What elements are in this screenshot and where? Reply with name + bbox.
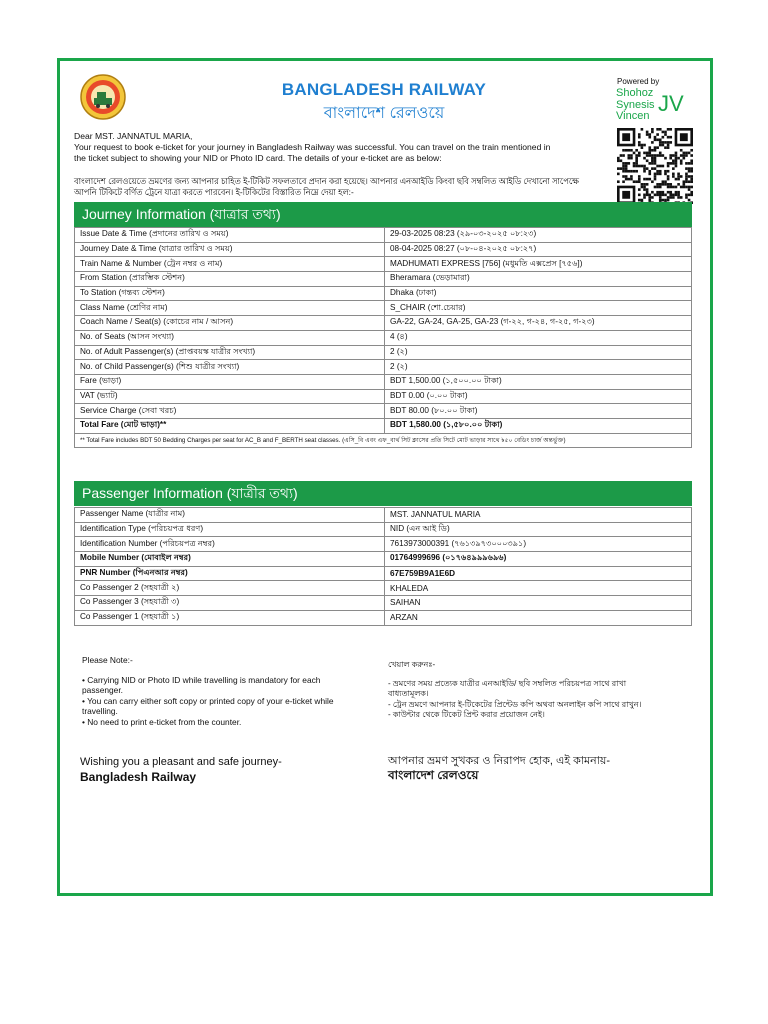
closing-signature-english: Bangladesh Railway — [80, 770, 197, 784]
field-label: Total Fare (মোট ভাড়া)** — [75, 418, 385, 433]
field-label: Passenger Name (যাত্রীর নাম) — [75, 508, 385, 523]
table-row — [75, 418, 692, 433]
vendor-brand — [616, 87, 684, 123]
field-value: S_CHAIR (শো.চেয়ার) — [385, 301, 692, 316]
note-line-bn: - ভ্রমণের সময় প্রত্যেক যাত্রীর এনআইডি/ ছবি সম্বলিত পরিচয়পত্র সাথে রাখা — [388, 678, 627, 688]
field-label: From Station (প্রারম্ভিক স্টেশন) — [75, 272, 385, 287]
field-value: KHALEDA — [385, 581, 692, 596]
brand-line: Shohoz — [616, 87, 654, 99]
notes-english — [82, 655, 382, 728]
field-label: Identification Number (পরিচয়পত্র নম্বর) — [75, 537, 385, 552]
passenger-info-heading: Passenger Information (যাত্রীর তথ্য) — [74, 481, 692, 506]
table-row — [75, 272, 692, 287]
field-value: 08-04-2025 08:27 (০৮-০৪-২০২৫ ০৮:২৭) — [385, 242, 692, 257]
field-label: VAT (ভ্যাট) — [75, 389, 385, 404]
field-value: BDT 1,500.00 (১,৫০০.০০ টাকা) — [385, 374, 692, 389]
field-value: ARZAN — [385, 610, 692, 625]
field-label: Train Name & Number (ট্রেন নম্বর ও নাম) — [75, 257, 385, 272]
field-label: Coach Name / Seat(s) (কোচের নাম / আসন) — [75, 316, 385, 331]
field-value: BDT 80.00 (৮০.০০ টাকা) — [385, 404, 692, 419]
field-value: 2 (২) — [385, 345, 692, 360]
field-label: To Station (গন্তব্য স্টেশন) — [75, 286, 385, 301]
title-english: BANGLADESH RAILWAY — [281, 80, 487, 99]
note-line: • No need to print e-ticket from the counter. — [82, 716, 242, 727]
greeting-line-bn: আপনি টিকিটে বর্ণিত ট্রেনে যাত্রা করতে পারবেন। ই-টিকিটের বিস্তারিত নিম্নে দেয়া হল:- — [74, 187, 354, 197]
brand-line: Synesis — [616, 98, 655, 111]
passenger-info-table — [74, 507, 692, 626]
field-value: 29-03-2025 08:23 (২৯-০৩-২০২৫ ০৮:২৩) — [385, 228, 692, 243]
table-row — [75, 389, 692, 404]
notes-title: Please Note:- — [82, 655, 133, 665]
table-row — [75, 537, 692, 552]
table-row — [75, 286, 692, 301]
field-value: SAIHAN — [385, 596, 692, 611]
greeting-line: Your request to book e-ticket for your journey in Bangladesh Railway was successful. You can travel on the train mentioned in — [74, 142, 551, 152]
table-row — [75, 301, 692, 316]
table-row — [75, 596, 692, 611]
field-label: No. of Adult Passenger(s) (প্রাপ্তবয়স্ক যাত্রীর সংখ্যা) — [75, 345, 385, 360]
note-line: passenger. — [82, 685, 123, 696]
greeting-line: the ticket subject to showing your NID or Photo ID card. The details of your e-ticket are as below: — [74, 153, 442, 163]
powered-by-label: Powered by — [617, 77, 660, 86]
field-label: Co Passenger 3 (সহযাত্রী ৩) — [75, 596, 385, 611]
field-label: No. of Seats (আসন সংখ্যা) — [75, 330, 385, 345]
field-label: PNR Number (পিএনআর নম্বর) — [75, 566, 385, 581]
field-label: Journey Date & Time (যাত্রার তারিখ ও সময়) — [75, 242, 385, 257]
field-label: Mobile Number (মোবাইল নম্বর) — [75, 552, 385, 567]
table-row — [75, 581, 692, 596]
field-value: Bheramara (ভেড়ামারা) — [385, 272, 692, 287]
table-row — [75, 610, 692, 625]
note-line-bn: বাধ্যতামূলক। — [388, 689, 429, 699]
field-value: 4 (৪) — [385, 330, 692, 345]
greeting-line-bn: বাংলাদেশ রেলওয়েতে ভ্রমণের জন্য আপনার চাহিত ই-টিকিট সফলতাবে প্রদান করা হয়েছে। আপনার এনআইডি কিংবা ছবি সম্বলিত আইডি দেখানো সাপেক্ষে — [74, 176, 579, 186]
table-row — [75, 360, 692, 375]
notes-bangla — [388, 660, 698, 721]
table-row — [75, 316, 692, 331]
note-line-bn: - কাউন্টার থেকে টিকেট প্রিন্ট করার প্রয়োজন নেই। — [388, 710, 545, 720]
field-value: 7613973000391 (৭৬১৩৯৭৩০০০৩৯১) — [385, 537, 692, 552]
greeting-english — [74, 131, 614, 164]
closing-wish-english: Wishing you a pleasant and safe journey- — [80, 756, 282, 768]
journey-info-table — [74, 227, 692, 448]
notes-title-bn: খেয়াল করুনঃ- — [388, 660, 436, 669]
note-line-bn: - ট্রেন ভ্রমণে আপনার ই-টিকেটের প্রিন্টেড কপি অথবা অনলাইন কপি সাথে রাখুন। — [388, 699, 642, 709]
field-value: GA-22, GA-24, GA-25, GA-23 (গ-২২, গ-২৪, গ-২৫, গ-২৩) — [385, 316, 692, 331]
table-row — [75, 374, 692, 389]
table-row — [75, 228, 692, 243]
field-value: 01764999696 (০১৭৬৪৯৯৯৬৯৬) — [385, 552, 692, 567]
brand-jv: JV — [658, 91, 684, 116]
closing-signature-bangla: বাংলাদেশ রেলওয়ে — [388, 768, 479, 782]
brand-line: Vincen — [616, 110, 650, 122]
salutation: Dear MST. JANNATUL MARIA, — [74, 131, 193, 141]
field-label: Service Charge (সেবা খরচ) — [75, 404, 385, 419]
table-row — [75, 522, 692, 537]
field-value: MST. JANNATUL MARIA — [385, 508, 692, 523]
field-value: MADHUMATI EXPRESS [756] (মধুমতি এক্সপ্রেস [৭৫৬]) — [385, 257, 692, 272]
field-label: Class Name (শ্রেণির নাম) — [75, 301, 385, 316]
field-label: Fare (ভাড়া) — [75, 374, 385, 389]
field-value: NID (এন আই ডি) — [385, 522, 692, 537]
field-label: No. of Child Passenger(s) (শিশু যাত্রীর সংখ্যা) — [75, 360, 385, 375]
fare-footnote: ** Total Fare includes BDT 50 Bedding Charges per seat for AC_B and F_BERTH seat classes. (এসি_বি এবং এফ_বার্থ সিট ক্লাসের প্রতি সিটে মোট ভাড়ার সাথে ৳৫০ বেডিং চার্জ অন্তর্ভুক্ত) — [75, 433, 692, 448]
note-line: travelling. — [82, 706, 118, 717]
table-row — [75, 404, 692, 419]
field-value: BDT 0.00 (০.০০ টাকা) — [385, 389, 692, 404]
note-line: • Carrying NID or Photo ID while travelling is mandatory for each — [82, 674, 321, 685]
greeting-bangla — [74, 176, 614, 198]
closing-wish-bangla: আপনার ভ্রমণ সুখকর ও নিরাপদ হোক, এই কামনায়- — [388, 755, 611, 767]
field-value: Dhaka (ঢাকা) — [385, 286, 692, 301]
table-row — [75, 330, 692, 345]
note-line: • You can carry either soft copy or printed copy of your e-ticket while — [82, 695, 334, 706]
table-row — [75, 508, 692, 523]
field-label: Co Passenger 1 (সহযাত্রী ১) — [75, 610, 385, 625]
table-row — [75, 257, 692, 272]
table-row — [75, 242, 692, 257]
qr-code-icon — [616, 128, 694, 204]
footnote-row — [75, 433, 692, 448]
title-bangla: বাংলাদেশ রেলওয়ে — [323, 105, 445, 122]
field-label: Co Passenger 2 (সহযাত্রী ২) — [75, 581, 385, 596]
table-row — [75, 345, 692, 360]
field-value: 2 (২) — [385, 360, 692, 375]
field-label: Identification Type (পরিচয়পত্র ধরণ) — [75, 522, 385, 537]
table-row — [75, 566, 692, 581]
table-row — [75, 552, 692, 567]
field-value: BDT 1,580.00 (১,৫৮০.০০ টাকা) — [385, 418, 692, 433]
journey-info-heading: Journey Information (যাত্রার তথ্য) — [74, 202, 692, 227]
field-label: Issue Date & Time (প্রদানের তারিখ ও সময়) — [75, 228, 385, 243]
field-value: 67E759B9A1E6D — [385, 566, 692, 581]
